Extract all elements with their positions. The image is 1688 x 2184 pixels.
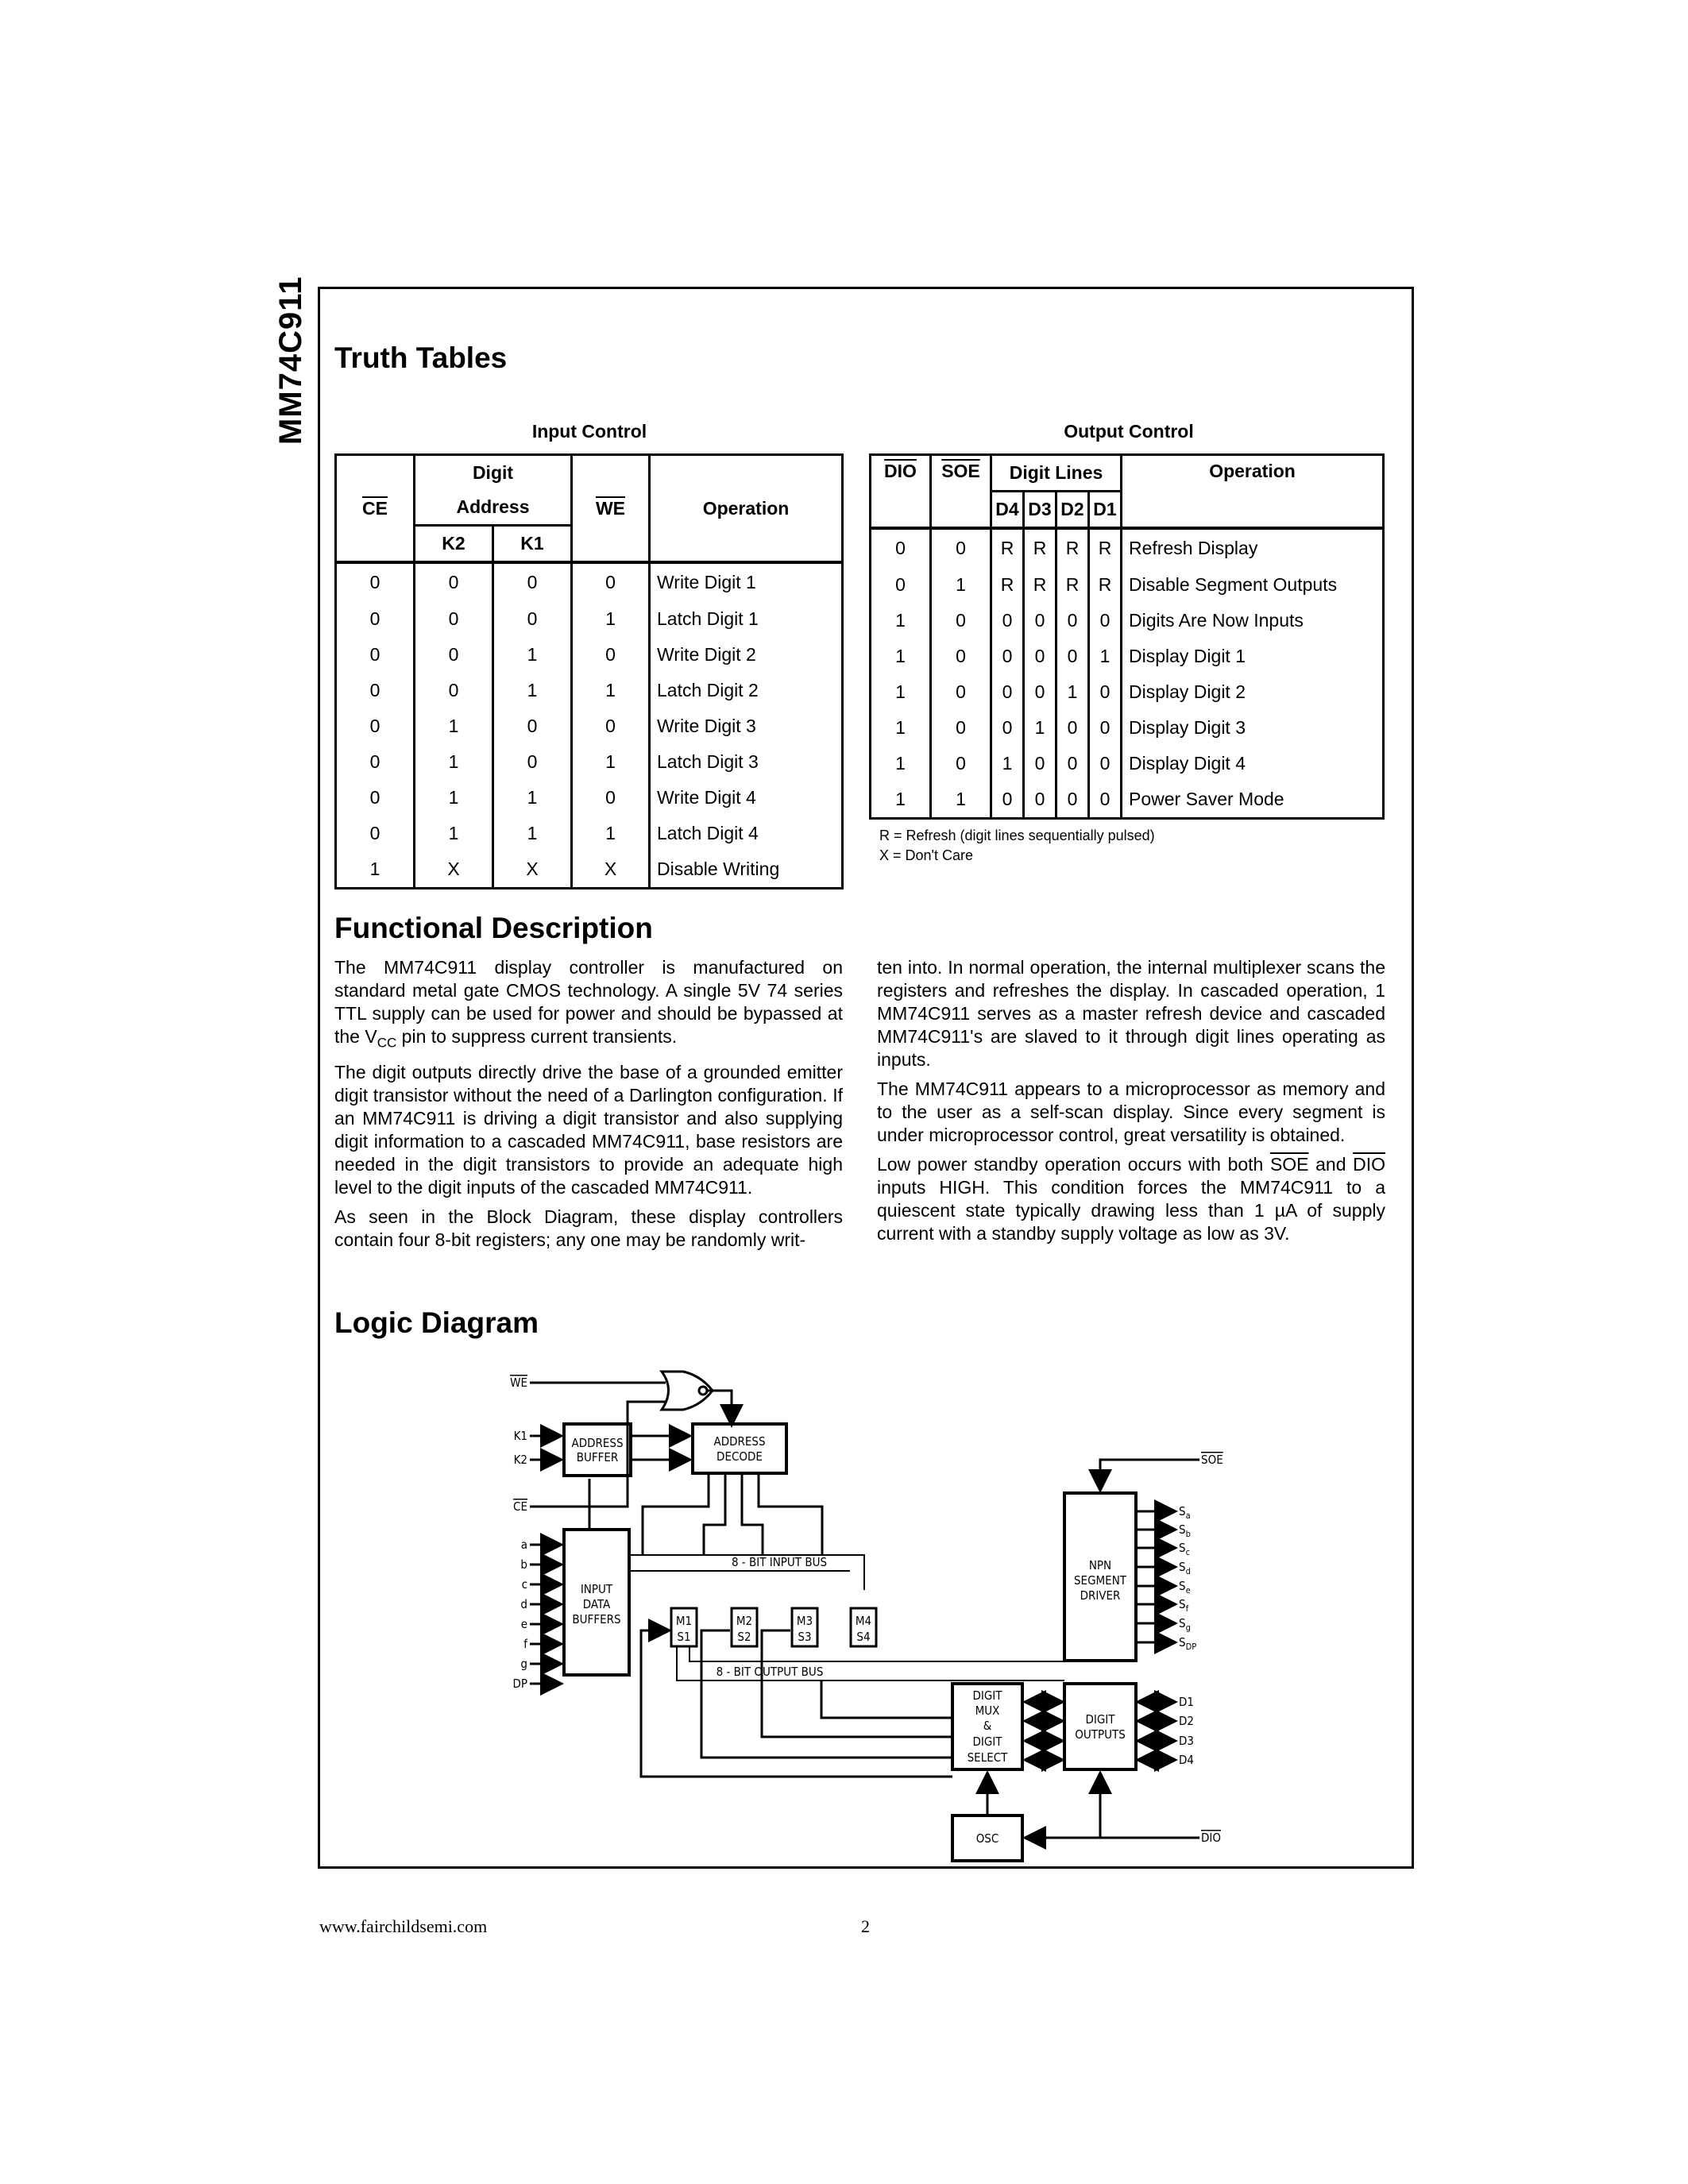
col-k2: K2 (415, 526, 493, 563)
table-row: 0 0 1 0 Write Digit 2 (336, 637, 843, 673)
svg-text:OUTPUTS: OUTPUTS (1075, 1727, 1126, 1742)
svg-text:d: d (520, 1597, 527, 1611)
svg-text:D4: D4 (1179, 1753, 1194, 1767)
table-row: 0 1 0 0 Write Digit 3 (336, 708, 843, 744)
svg-text:S2: S2 (737, 1630, 751, 1644)
page-number: 2 (861, 1916, 870, 1936)
table-row: 0 1 1 1 Latch Digit 4 (336, 816, 843, 851)
note-dont-care: X = Don't Care (879, 847, 973, 863)
svg-text:K2: K2 (513, 1453, 527, 1467)
svg-text:8 - BIT OUTPUT BUS: 8 - BIT OUTPUT BUS (716, 1665, 824, 1679)
svg-text:DIO: DIO (1201, 1831, 1221, 1845)
part-number-side-label: MM74C911 (273, 276, 308, 445)
paragraph: The MM74C911 appears to a microprocessor as memory and to the user as a self-scan display. Since every segment is under microprocessor control, great versatility is obtained. (877, 1078, 1385, 1145)
table-row: 1 0 0 1 0 0 Display Digit 3 (871, 710, 1384, 746)
svg-text:D2: D2 (1179, 1714, 1194, 1728)
functional-description-right-column (877, 956, 1385, 1252)
output-control-table (869, 453, 1385, 820)
svg-text:S4: S4 (856, 1630, 871, 1644)
table-row: 1 0 0 0 1 0 Display Digit 2 (871, 674, 1384, 710)
svg-text:e: e (520, 1617, 527, 1631)
svg-text:&: & (983, 1719, 992, 1733)
table-row: 0 0 R R R R Refresh Display (871, 528, 1384, 567)
functional-description-heading: Functional Description (334, 912, 653, 944)
svg-text:M2: M2 (736, 1614, 753, 1628)
svg-text:MUX: MUX (975, 1704, 1000, 1718)
table-row: 0 0 0 1 Latch Digit 1 (336, 601, 843, 637)
svg-text:M3: M3 (796, 1614, 813, 1628)
paragraph: Low power standby operation occurs with both $\overline{SOE}$ and $\overline{DIO}$ inputs HIGH. This condition forces the MM74C911 to a quiescent state typically drawing less than 1 µA of supply current with a standby supply voltage as low as 3V. (877, 1154, 1385, 1244)
col-digit-address: Digit (415, 455, 572, 491)
table-row: 0 0 1 1 Latch Digit 2 (336, 673, 843, 708)
table-row: 0 1 1 0 Write Digit 4 (336, 780, 843, 816)
col-soe: $\overline{SOE}$ (931, 455, 991, 529)
table-row: 0 1 0 1 Latch Digit 3 (336, 744, 843, 780)
svg-text:DIGIT: DIGIT (1085, 1712, 1115, 1727)
svg-text:D1: D1 (1179, 1695, 1194, 1709)
svg-text:DECODE: DECODE (717, 1449, 763, 1464)
svg-text:f: f (523, 1637, 527, 1651)
svg-text:ADDRESS: ADDRESS (571, 1436, 624, 1450)
col-we: $\overline{WE}$ (572, 455, 650, 563)
table-row: 1 1 0 0 0 0 Power Saver Mode (871, 781, 1384, 819)
svg-text:Sf: $S_f$ (1179, 1597, 1189, 1614)
svg-text:INPUT: INPUT (580, 1582, 613, 1596)
svg-text:OSC: OSC (975, 1831, 999, 1846)
table-row: 1 X X X Disable Writing (336, 851, 843, 889)
table-row: 1 0 0 0 0 0 Digits Are Now Inputs (871, 603, 1384, 639)
svg-text:Sg: $S_g$ (1179, 1616, 1191, 1633)
svg-text:SOE: SOE (1201, 1453, 1223, 1467)
col-ce: $\overline{CE}$ (336, 455, 415, 563)
svg-text:DATA: DATA (582, 1597, 611, 1611)
col-digit-lines: Digit Lines (991, 455, 1122, 492)
svg-text:CE: CE (513, 1499, 527, 1514)
svg-text:Se: $S_e$ (1179, 1579, 1191, 1596)
table-row: 0 1 R R R R Disable Segment Outputs (871, 567, 1384, 603)
svg-text:WE: WE (510, 1376, 527, 1390)
svg-text:DIGIT: DIGIT (972, 1688, 1002, 1703)
svg-text:D3: D3 (1179, 1734, 1194, 1748)
paragraph: As seen in the Block Diagram, these display controllers contain four 8-bit registers; any one may be randomly writ- (334, 1206, 843, 1250)
col-dio: $\overline{DIO}$ (871, 455, 931, 529)
footer-url[interactable]: www.fairchildsemi.com (319, 1916, 488, 1936)
svg-text:S3: S3 (798, 1630, 812, 1644)
truth-tables-heading: Truth Tables (334, 341, 508, 374)
logic-diagram-heading: Logic Diagram (334, 1306, 539, 1339)
output-control-notes (879, 826, 1155, 866)
functional-description-left-column (334, 956, 843, 1258)
svg-text:b: b (520, 1557, 527, 1572)
svg-text:SELECT: SELECT (967, 1750, 1008, 1765)
svg-text:Sc: $S_c$ (1179, 1541, 1191, 1557)
svg-text:S1: S1 (677, 1630, 691, 1644)
logic-diagram (500, 1350, 1247, 1874)
svg-text:BUFFERS: BUFFERS (572, 1612, 621, 1626)
table-row: 1 0 0 0 0 1 Display Digit 1 (871, 639, 1384, 674)
svg-text:DP: DP (512, 1677, 527, 1691)
col-operation: Operation (1122, 455, 1384, 529)
svg-text:Sd: $S_d$ (1179, 1560, 1191, 1576)
svg-text:a: a (520, 1538, 527, 1552)
col-operation: Operation (650, 455, 843, 563)
paragraph: The digit outputs directly drive the base of a grounded emitter digit transistor without the need of a Darlington configuration. If an MM74C911 is driving a digit transistor and also supplying digit information to a cascaded MM74C911, base resistors are needed in the digit transistors to provide an adequate high level to the digit inputs of the cascaded MM74C911. (334, 1061, 843, 1198)
svg-text:DRIVER: DRIVER (1080, 1588, 1121, 1603)
svg-text:SDP: $S_{DP}$ (1179, 1635, 1197, 1652)
input-control-table: $\overline{CE}$ Digit $\overline{WE}$ Operation Address K2 K1 0 0 0 0 Write Digit 1 0 0 0 1 Latch Digit 1 0 0 1 0 Write Digit 2 0 0 1 1 Latch Digit 2 0 1 0 0 Write Digit 3 0 1 0 1 Latch Digit 3 0 1 1 0 Write Digit 4 0 1 1 1 Latch Digit 4 1 X X X Disable Writing (334, 453, 844, 889)
note-refresh: R = Refresh (digit lines sequentially pulsed) (879, 828, 1155, 843)
output-control-caption: Output Control (1064, 421, 1194, 442)
svg-text:M4: M4 (855, 1614, 872, 1628)
svg-text:SEGMENT: SEGMENT (1073, 1573, 1127, 1588)
svg-text:Sb: $S_b$ (1179, 1522, 1191, 1539)
svg-text:8 - BIT INPUT BUS: 8 - BIT INPUT BUS (731, 1555, 828, 1569)
paragraph: The MM74C911 display controller is manufactured on standard metal gate CMOS technology. A single 5V 74 series TTL supply can be used for power and should be bypassed at the $V_{CC}$ pin to suppress current transients. (334, 957, 843, 1051)
svg-text:ADDRESS: ADDRESS (713, 1434, 766, 1449)
svg-text:M1: M1 (675, 1614, 693, 1628)
col-k1: K1 (493, 526, 572, 563)
svg-text:BUFFER: BUFFER (576, 1450, 619, 1464)
svg-text:NPN: NPN (1088, 1558, 1112, 1572)
svg-text:g: g (520, 1657, 527, 1671)
table-row: 0 0 0 0 Write Digit 1 (336, 562, 843, 601)
table-row: 1 0 1 0 0 0 Display Digit 4 (871, 746, 1384, 781)
svg-text:Sa: $S_a$ (1179, 1504, 1191, 1521)
col-d2: D2 (1056, 492, 1089, 529)
svg-text:c: c (521, 1577, 527, 1592)
col-d4: D4 (991, 492, 1024, 529)
svg-text:DIGIT: DIGIT (972, 1734, 1002, 1749)
col-d1: D1 (1089, 492, 1122, 529)
col-d3: D3 (1024, 492, 1056, 529)
input-control-caption: Input Control (531, 421, 647, 442)
paragraph: ten into. In normal operation, the internal multiplexer scans the registers and refreshes the display. In cascaded operation, 1 MM74C911 serves as a master refresh device and cascaded MM74C911's are slaved to it through digit lines operating as inputs. (877, 957, 1385, 1070)
svg-text:K1: K1 (513, 1429, 527, 1443)
